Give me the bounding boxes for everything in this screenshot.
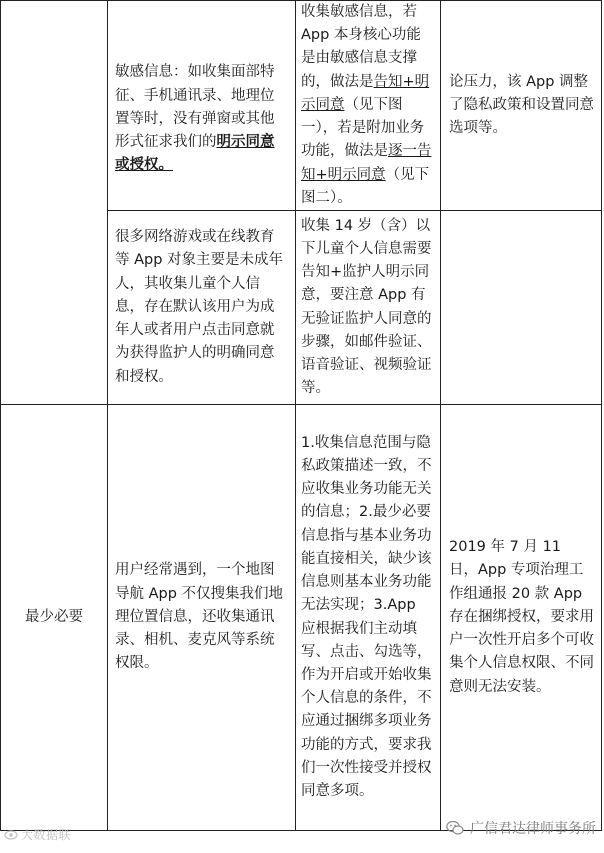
issue-cell [108, 1, 296, 211]
table-row [1, 1, 602, 211]
requirement-text: 1.收集信息范围与隐私政策描述一致，不应收集业务功能无关的信息；2.最少必要信息指与基本业务功能直接相关，缺少该信息则基本业务功能无法实现；3.App 应根据我们主动填写、点击、勾选等，作为开启或开始收集个人信息的条件，不应通过捆绑多项业务功能的方式，要求我们一次性接受并授权同意多项。 [301, 434, 432, 799]
category-cell [1, 405, 108, 831]
requirement-cell [296, 405, 441, 831]
category-label: 最少必要 [25, 608, 83, 625]
source-watermark [4, 826, 71, 843]
requirement-underline-1: 告知+明示同意 [301, 73, 430, 113]
issue-cell [108, 211, 296, 405]
category-cell [1, 1, 108, 405]
table-row [1, 405, 602, 831]
requirement-text: 收集 14 岁（含）以下儿童个人信息需要告知+监护人明示同意，要注意 App 有无验证监护人同意的步骤，如邮件验证、语音验证、视频验证等。 [301, 217, 432, 397]
case-text: 论压力，该 App 调整了隐私政策和设置同意选项等。 [449, 73, 594, 137]
issue-cell [108, 405, 296, 831]
issue-text: 用户经常遇到，一个地图导航 App 不仅搜集我们地理位置信息，还收集通讯录、相机、麦克风等系统权限。 [115, 562, 284, 672]
case-cell [441, 405, 602, 831]
case-cell [441, 211, 602, 405]
case-text: 2019 年 7 月 11 日，App 专项治理工作组通报 20 款 App 存在捆绑授权，要求用户一次性开启多个可收集个人信息权限、不同意则无法安装。 [449, 539, 594, 695]
requirement-cell [296, 211, 441, 405]
account-watermark [446, 818, 596, 838]
requirement-underline-2: 逐一告知+明示同意 [301, 143, 432, 183]
case-cell [441, 1, 602, 211]
issue-text: 很多网络游戏或在线教育等 App 对象主要是未成年人，其收集儿童个人信息，存在默认该用户为成年人或者用户点击同意就为获得监护人的明确同意和授权。 [115, 229, 284, 385]
requirement-cell [296, 1, 441, 211]
issue-text: 敏感信息：如收集面部特征、手机通讯录、地理位置等时，没有弹窗或其他形式征求我们的 [115, 64, 275, 151]
source-watermark-text: 大数据联 [21, 828, 72, 842]
wechat-icon [446, 820, 464, 836]
requirement-text: （见下图二）。 [301, 166, 430, 206]
issue-emphasis: 明示同意或授权。 [115, 134, 275, 174]
requirement-text: （见下图一），若是附加业务功能，做法是 [301, 96, 425, 160]
requirement-text: 收集敏感信息，若 App 本身核心功能是由敏感信息支撑的，做法是 [301, 4, 421, 90]
account-watermark-text: 广信君达律师事务所 [470, 821, 596, 837]
eye-icon [4, 830, 18, 840]
